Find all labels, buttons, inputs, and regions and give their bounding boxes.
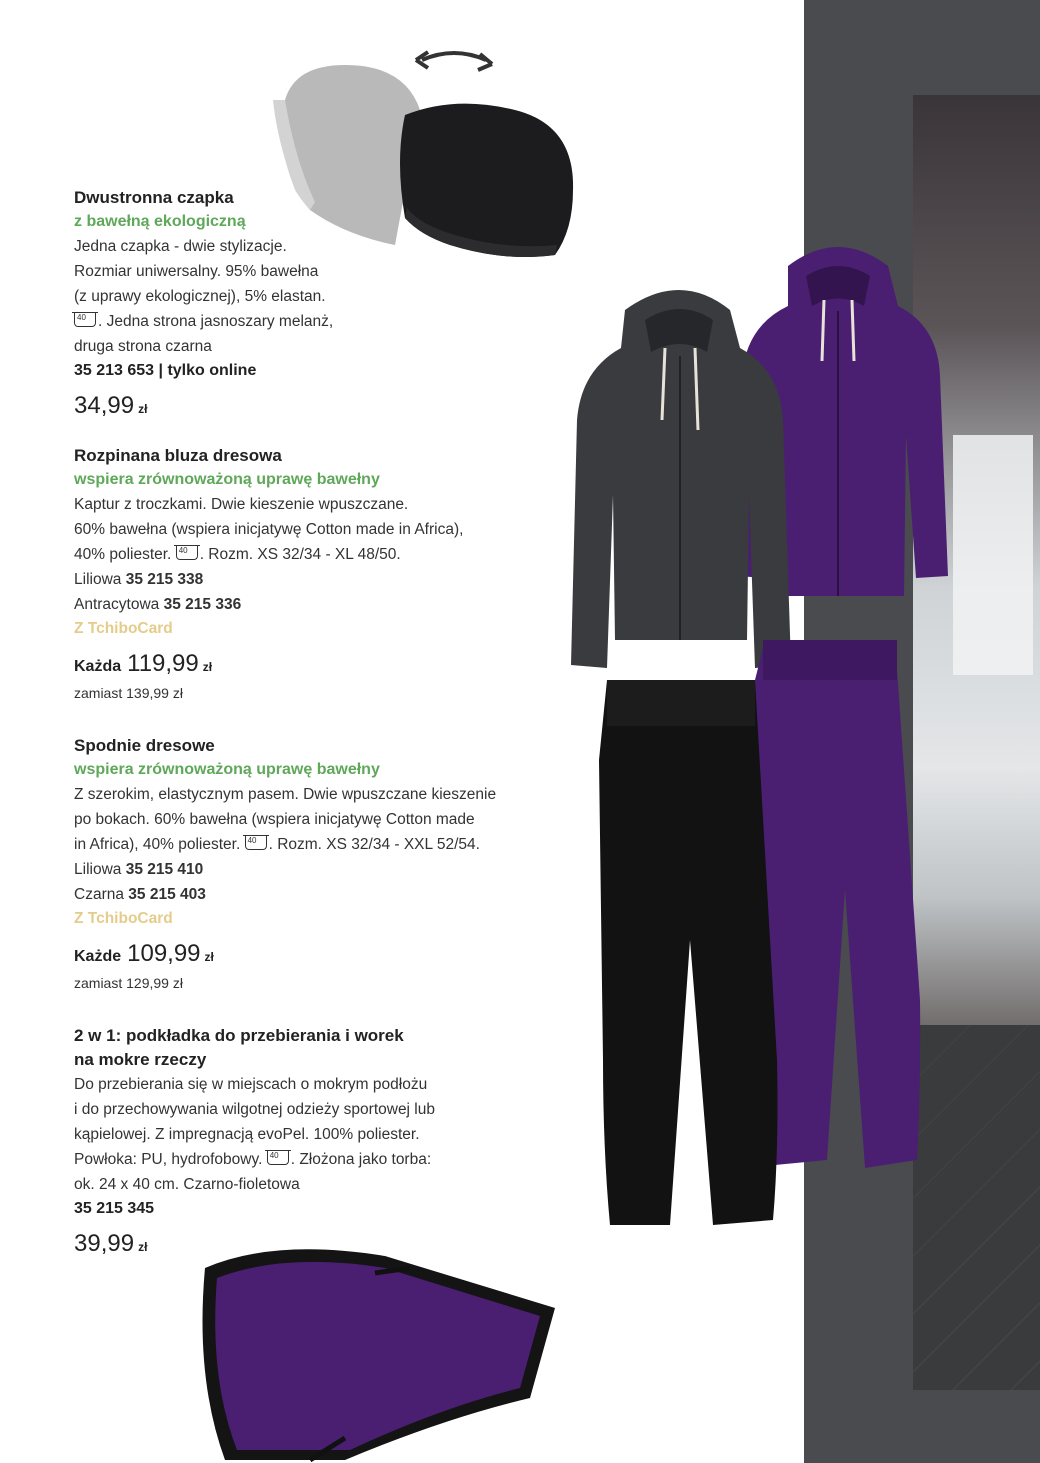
variant-label: Liliowa <box>74 571 122 588</box>
desc-line: kąpielowej. Z impregnacją evoPel. 100% poliester. <box>74 1126 420 1143</box>
tchibocard-note: Z TchiboCard <box>74 910 173 927</box>
changing-mat-image <box>185 1228 565 1463</box>
desc-text: in Africa), 40% poliester. <box>74 836 241 853</box>
product-pants <box>74 734 594 994</box>
desc-text: . Złożona jako torba: <box>290 1151 432 1168</box>
product-title: na mokre rzeczy <box>74 1050 207 1069</box>
variant-code: 35 215 336 <box>163 596 242 613</box>
article-code: 35 213 653 | tylko online <box>74 362 257 379</box>
old-price: zamiast 139,99 zł <box>74 685 183 701</box>
price-value: 39,99 <box>74 1230 135 1257</box>
desc-text: Powłoka: PU, hydrofobowy. <box>74 1151 263 1168</box>
desc-line: Jedna czapka - dwie stylizacje. <box>74 238 287 255</box>
desc-line: Rozmiar uniwersalny. 95% bawełna <box>74 263 319 280</box>
desc-text: . Jedna strona jasnoszary melanż, <box>98 313 334 330</box>
variant-code: 35 215 410 <box>125 861 204 878</box>
tchibocard-note: Z TchiboCard <box>74 620 173 637</box>
desc-line <box>74 309 594 334</box>
product-title: Rozpinana bluza dresowa <box>74 446 282 465</box>
price <box>74 391 594 424</box>
price-currency: zł <box>138 1240 148 1254</box>
desc-line: i do przechowywania wilgotnej odzieży sportowej lub <box>74 1101 435 1118</box>
floor-tiles <box>913 1025 1040 1390</box>
price-currency: zł <box>204 950 214 964</box>
hoodie-anthracite-image <box>565 280 795 680</box>
price-value: 119,99 <box>127 650 199 677</box>
variant-code: 35 215 338 <box>125 571 204 588</box>
desc-line <box>74 832 594 857</box>
desc-line: Do przebierania się w miejscach o mokrym podłożu <box>74 1076 428 1093</box>
variant-line <box>74 592 594 617</box>
pants-black-image <box>595 680 785 1230</box>
product-hoodie <box>74 444 594 704</box>
price-currency: zł <box>138 402 148 416</box>
price-value: 34,99 <box>74 392 135 419</box>
price <box>74 649 594 682</box>
product-title: 2 w 1: podkładka do przebierania i worek <box>74 1026 404 1045</box>
variant-code: 35 215 403 <box>128 886 206 903</box>
price <box>74 939 594 972</box>
variant-label: Czarna <box>74 886 124 903</box>
window-light <box>953 435 1033 675</box>
product-changing-mat <box>74 1024 594 1262</box>
product-title: Spodnie dresowe <box>74 736 215 755</box>
desc-line: 60% bawełna (wspiera inicjatywę Cotton made in Africa), <box>74 521 464 538</box>
variant-line <box>74 857 594 882</box>
desc-line <box>74 542 594 567</box>
variant-line <box>74 882 594 907</box>
variant-label: Antracytowa <box>74 596 160 613</box>
washing-symbol-icon <box>267 1150 289 1165</box>
reverse-arrow-icon <box>412 44 496 78</box>
price-currency: zł <box>202 660 213 674</box>
price-lead: Każde <box>74 948 122 965</box>
article-code: 35 215 345 <box>74 1200 155 1217</box>
product-subtitle: z bawełną ekologiczną <box>74 213 246 230</box>
variant-line <box>74 567 594 592</box>
desc-line <box>74 1147 594 1172</box>
desc-line: po bokach. 60% bawełna (wspiera inicjatywę Cotton made <box>74 811 475 828</box>
price-value: 109,99 <box>127 940 201 967</box>
desc-text: 40% poliester. <box>74 546 172 563</box>
washing-symbol-icon <box>74 312 96 327</box>
price <box>74 1229 594 1262</box>
desc-line: Kaptur z troczkami. Dwie kieszenie wpuszczane. <box>74 496 409 513</box>
washing-symbol-icon <box>176 545 198 560</box>
desc-line: Z szerokim, elastycznym pasem. Dwie wpuszczane kieszenie <box>74 786 497 803</box>
desc-line: (z uprawy ekologicznej), 5% elastan. <box>74 288 326 305</box>
old-price: zamiast 129,99 zł <box>74 975 183 991</box>
product-title: Dwustronna czapka <box>74 188 234 207</box>
product-subtitle: wspiera zrównoważoną uprawę bawełny <box>74 471 380 488</box>
desc-line: druga strona czarna <box>74 338 212 355</box>
product-beanie <box>74 186 594 424</box>
price-lead: Każda <box>74 658 122 675</box>
washing-symbol-icon <box>245 835 267 850</box>
desc-line: ok. 24 x 40 cm. Czarno-fioletowa <box>74 1176 300 1193</box>
variant-label: Liliowa <box>74 861 122 878</box>
product-subtitle: wspiera zrównoważoną uprawę bawełny <box>74 761 380 778</box>
desc-text: . Rozm. XS 32/34 - XL 48/50. <box>199 546 401 563</box>
desc-text: . Rozm. XS 32/34 - XXL 52/54. <box>268 836 480 853</box>
